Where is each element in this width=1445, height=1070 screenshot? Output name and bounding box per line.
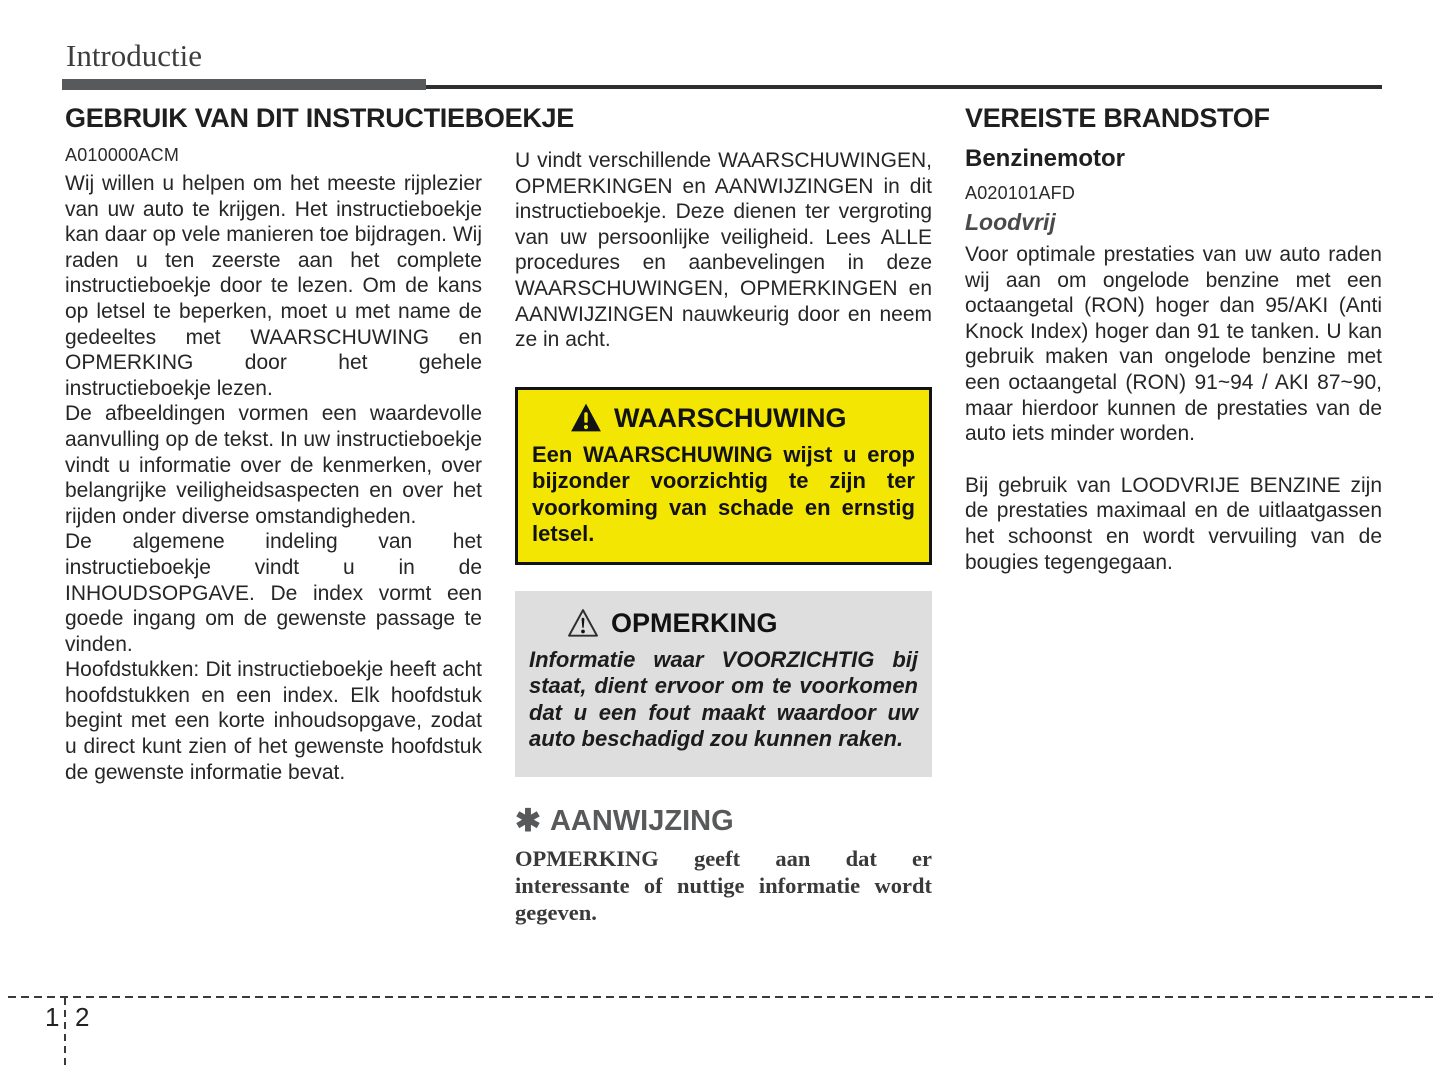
fuel-subheading: Benzinemotor bbox=[965, 145, 1126, 172]
footer-dashed-line-vertical bbox=[64, 998, 66, 1070]
note-box-title: OPMERKING bbox=[611, 607, 778, 638]
note-box bbox=[515, 591, 932, 777]
paragraph: De afbeeldingen vormen een waardevolle aanvulling op de tekst. In uw instructieboekje vindt u informatie over de kenmerken, over belangrijke veiligheidsaspecten en over het rijden onder diverse omstandigheden. bbox=[65, 402, 482, 528]
aanwijzing-title-row bbox=[515, 804, 932, 838]
aanwijzing-body: OPMERKING geeft aan dat er interessante of nuttige informatie wordt gegeven. bbox=[515, 845, 932, 925]
section-heading-fuel: VEREISTE BRANDSTOF bbox=[965, 103, 1270, 133]
warning-box-body: Een WAARSCHUWING wijst u erop bijzonder voorzichtig te zijn ter voorkoming van schade en ernstig letsel. bbox=[532, 441, 915, 547]
warning-triangle-outline-icon bbox=[567, 608, 599, 637]
left-column bbox=[65, 103, 574, 785]
warning-box bbox=[515, 387, 932, 565]
chapter-number: 1 bbox=[45, 1002, 60, 1032]
note-box-body: Informatie waar VOORZICHTIG bij staat, dient ervoor om te voorkomen dat u een fout maakt waardoor uw auto beschadigd zou kunnen raken. bbox=[529, 646, 918, 752]
fuel-subtitle: Loodvrij bbox=[965, 209, 1056, 235]
paragraph: Wij willen u helpen om het meeste rijplezier van uw auto te krijgen. Het instructieboekje kan daar op vele manieren toe bijdragen. Wij raden u ten zeerste aan het complete instructieboekje door te lezen. Om de kans op letsel te beperken, moet u met name de gedeeltes met WAARSCHUWING en OPMERKING door het gehele instructieboekje lezen. bbox=[65, 172, 482, 400]
header-bar bbox=[62, 79, 426, 90]
paragraph: Bij gebruik van LOODVRIJE BENZINE zijn de prestaties maximaal en de uitlaatgassen het schoonst en wordt vervuiling van de bougies tegengegaan. bbox=[965, 473, 1382, 574]
section-heading-usage: GEBRUIK VAN DIT INSTRUCTIEBOEKJE bbox=[65, 103, 574, 133]
paragraph: De algemene indeling van het instructieboekje vindt u in de INHOUDSOPGAVE. De index vormt een goede ingang om de gewenste passage te vinden. bbox=[65, 530, 482, 656]
note-box-title-row bbox=[529, 607, 918, 639]
aanwijzing-section bbox=[515, 804, 932, 926]
footer-dashed-line-horizontal bbox=[8, 996, 1438, 998]
middle-column bbox=[515, 103, 932, 926]
warning-box-title: WAARSCHUWING bbox=[614, 402, 847, 433]
paragraph: Voor optimale prestaties van uw auto raden wij aan om ongelode benzine met een octaangetal (RON) hoger dan 95/AKI (Anti Knock Index) hoger dan 91 te tanken. U kan gebruik maken van ongelode benzine met een octaangetal (RON) 91~94 / AKI 87~90, maar hierdoor kunnen de prestaties van de auto iets minder worden. bbox=[965, 243, 1382, 446]
right-column bbox=[965, 103, 1382, 575]
paragraph: Hoofdstukken: Dit instructieboekje heeft acht hoofdstukken en een index. Elk hoofdstuk begint met een korte inhoudsopgave, zodat u direct kunt zien of het gewenste hoofdstuk de gewenste informatie bevat. bbox=[65, 658, 482, 784]
aanwijzing-title: AANWIJZING bbox=[549, 804, 734, 837]
asterisk-icon: ✱ bbox=[515, 802, 541, 838]
page-number: 2 bbox=[75, 1002, 90, 1032]
page-title: Introductie bbox=[66, 38, 203, 73]
section-code: A010000ACM bbox=[65, 145, 180, 165]
warning-box-title-row bbox=[532, 402, 915, 434]
warning-triangle-filled-icon bbox=[570, 403, 602, 432]
section-code: A020101AFD bbox=[965, 183, 1076, 203]
paragraph: U vindt verschillende WAARSCHUWINGEN, OPMERKINGEN en AANWIJZINGEN in dit instructieboekje. Deze dienen ter vergroting van uw persoonlijke veiligheid. Lees ALLE procedures en aanbevelingen in deze WAARSCHUWINGEN, OPMERKINGEN en AANWIJZINGEN nauwkeurig door en neem ze in acht. bbox=[515, 149, 932, 352]
header-rule bbox=[426, 85, 1382, 89]
